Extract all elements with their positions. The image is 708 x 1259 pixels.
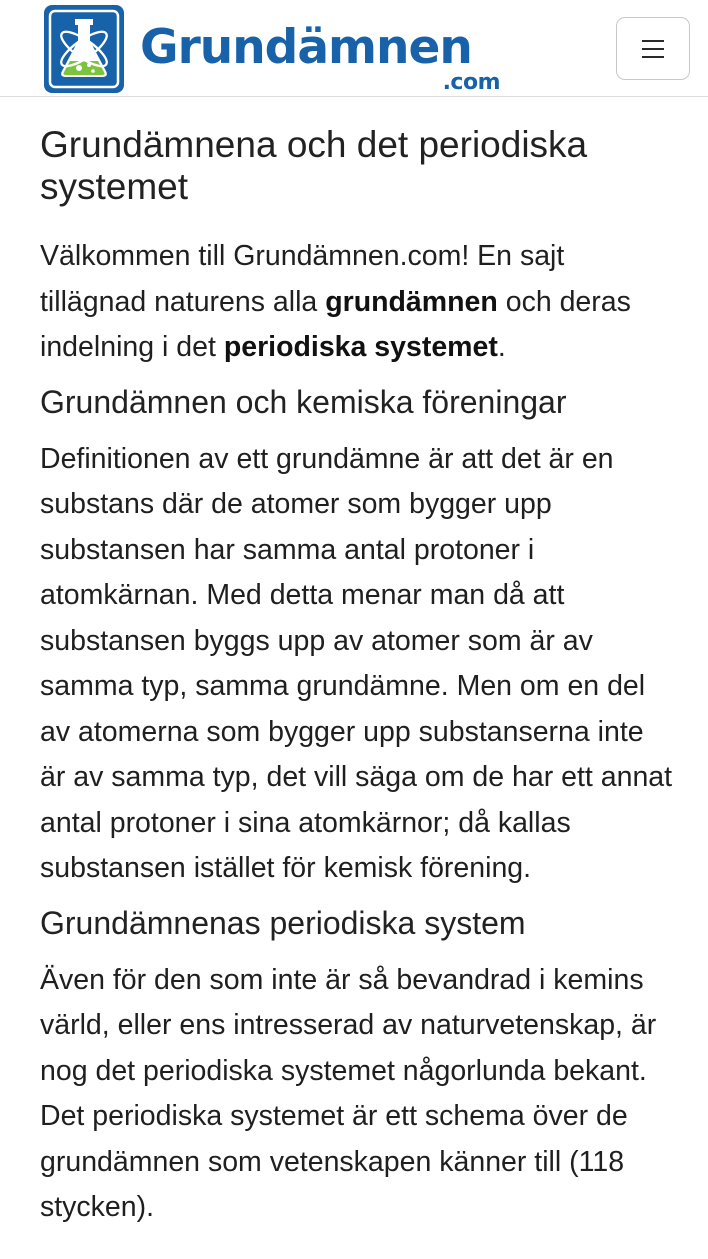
section-body-periodiska-system: Även för den som inte är så bevandrad i kemins värld, eller ens intresserad av naturvetenskap, är nog det periodiska systemet någorlunda bekant. Det periodiska systemet är ett schema över de grundämnen som vetenskapen känner till (118 stycken). <box>40 963 657 1223</box>
logo-name: Grundämnen <box>140 20 472 75</box>
section-heading-foreningar: Grundämnen och kemiska föreningar <box>40 383 567 420</box>
intro-bold-periodiska-systemet: periodiska systemet <box>223 331 498 363</box>
flask-logo-icon <box>44 5 124 93</box>
section-heading-periodiska-system: Grundämnenas periodiska system <box>40 904 526 941</box>
intro-text-end: . <box>497 331 506 363</box>
menu-toggle-button[interactable] <box>616 17 690 80</box>
hamburger-icon <box>642 40 664 58</box>
section-body-foreningar: Definitionen av ett grundämne är att det är en substans där de atomer som bygger upp substansen har samma antal protoner i atomkärnan. Med detta menar man då att substansen byggs upp av atomer som är av samma typ, samma grundämne. Men om en del av atomerna som bygger upp substanserna inte är av samma typ, det vill säga om de har ett annat antal protoner i sina atomkärnor; då kallas substansen istället för kemisk förening. <box>40 442 673 884</box>
logo-suffix: .com <box>442 70 500 95</box>
site-logo[interactable] <box>44 5 500 95</box>
site-header <box>0 0 708 97</box>
intro-paragraph <box>40 234 676 371</box>
intro-text-start: Välkommen till Grundämnen.com! En sajt tillägnad naturens alla <box>40 240 565 318</box>
logo-wordmark <box>140 19 500 93</box>
intro-bold-grundamnen: grundämnen <box>325 285 498 318</box>
page-title: Grundämnena och det periodiska systemet <box>40 124 588 207</box>
main-content <box>40 124 676 1241</box>
intro-text-middle: och deras indelning i det <box>40 285 631 363</box>
